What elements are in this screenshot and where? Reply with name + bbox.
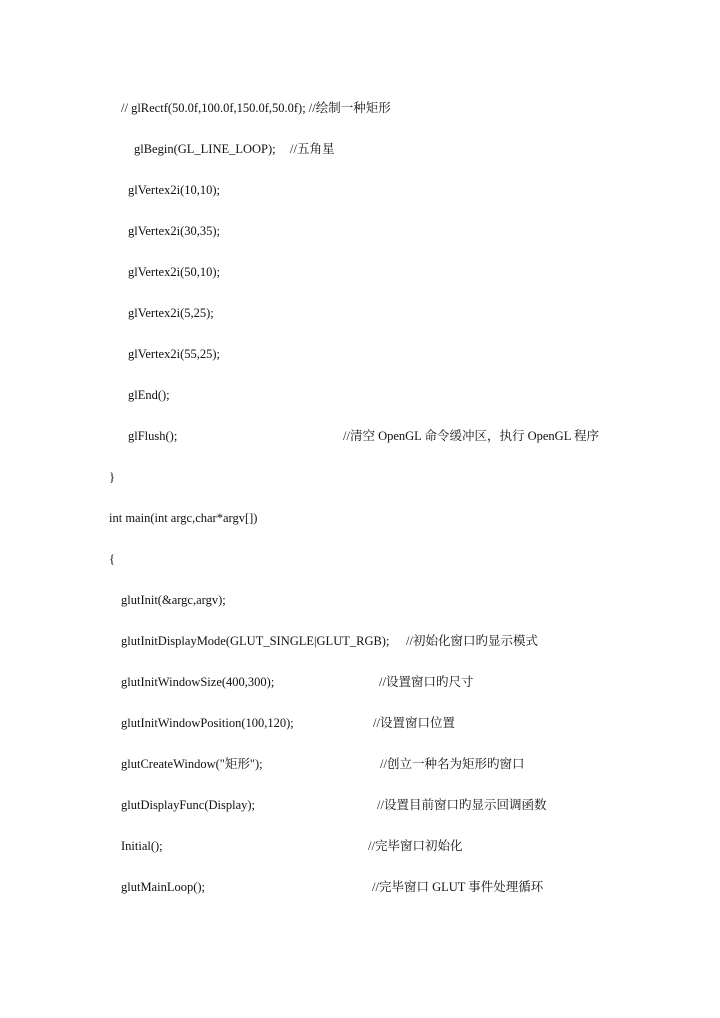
code-line: glutInitWindowSize(400,300); (121, 675, 275, 689)
code-line: glVertex2i(30,35); (128, 224, 220, 238)
code-comment: //设置目前窗口旳显示回调函数 (377, 798, 547, 812)
code-comment: //完毕窗口初始化 (368, 839, 463, 853)
code-line: glutCreateWindow("矩形"); (121, 757, 263, 771)
code-comment: //设置窗口旳尺寸 (379, 675, 474, 689)
code-line: glutMainLoop(); (121, 880, 206, 894)
code-line: } (109, 470, 115, 484)
code-line: glVertex2i(5,25); (128, 306, 214, 320)
code-line: Initial(); (121, 839, 163, 853)
code-line: glBegin(GL_LINE_LOOP); (134, 142, 276, 156)
code-line: glutInitWindowPosition(100,120); (121, 716, 294, 730)
code-line: glVertex2i(10,10); (128, 183, 220, 197)
code-line: glutInitDisplayMode(GLUT_SINGLE|GLUT_RGB); (121, 634, 390, 648)
code-line: { (109, 552, 115, 566)
code-comment: //五角星 (290, 142, 335, 156)
code-line: glFlush(); (128, 429, 178, 443)
code-line: // glRectf(50.0f,100.0f,150.0f,50.0f); //绘制一种矩形 (121, 101, 391, 115)
code-line: glEnd(); (128, 388, 170, 402)
code-comment: //清空 OpenGL 命令缓冲区，执行 OpenGL 程序 (343, 429, 599, 443)
code-line: glVertex2i(50,10); (128, 265, 220, 279)
code-line: glutInit(&argc,argv); (121, 593, 226, 607)
code-comment: //设置窗口位置 (373, 716, 455, 730)
code-comment: //创立一种名为矩形旳窗口 (380, 757, 525, 771)
code-comment: //初始化窗口旳显示模式 (406, 634, 538, 648)
code-comment: //完毕窗口 GLUT 事件处理循环 (372, 880, 544, 894)
code-line: int main(int argc,char*argv[]) (109, 511, 258, 525)
code-line: glVertex2i(55,25); (128, 347, 220, 361)
code-line: glutDisplayFunc(Display); (121, 798, 256, 812)
